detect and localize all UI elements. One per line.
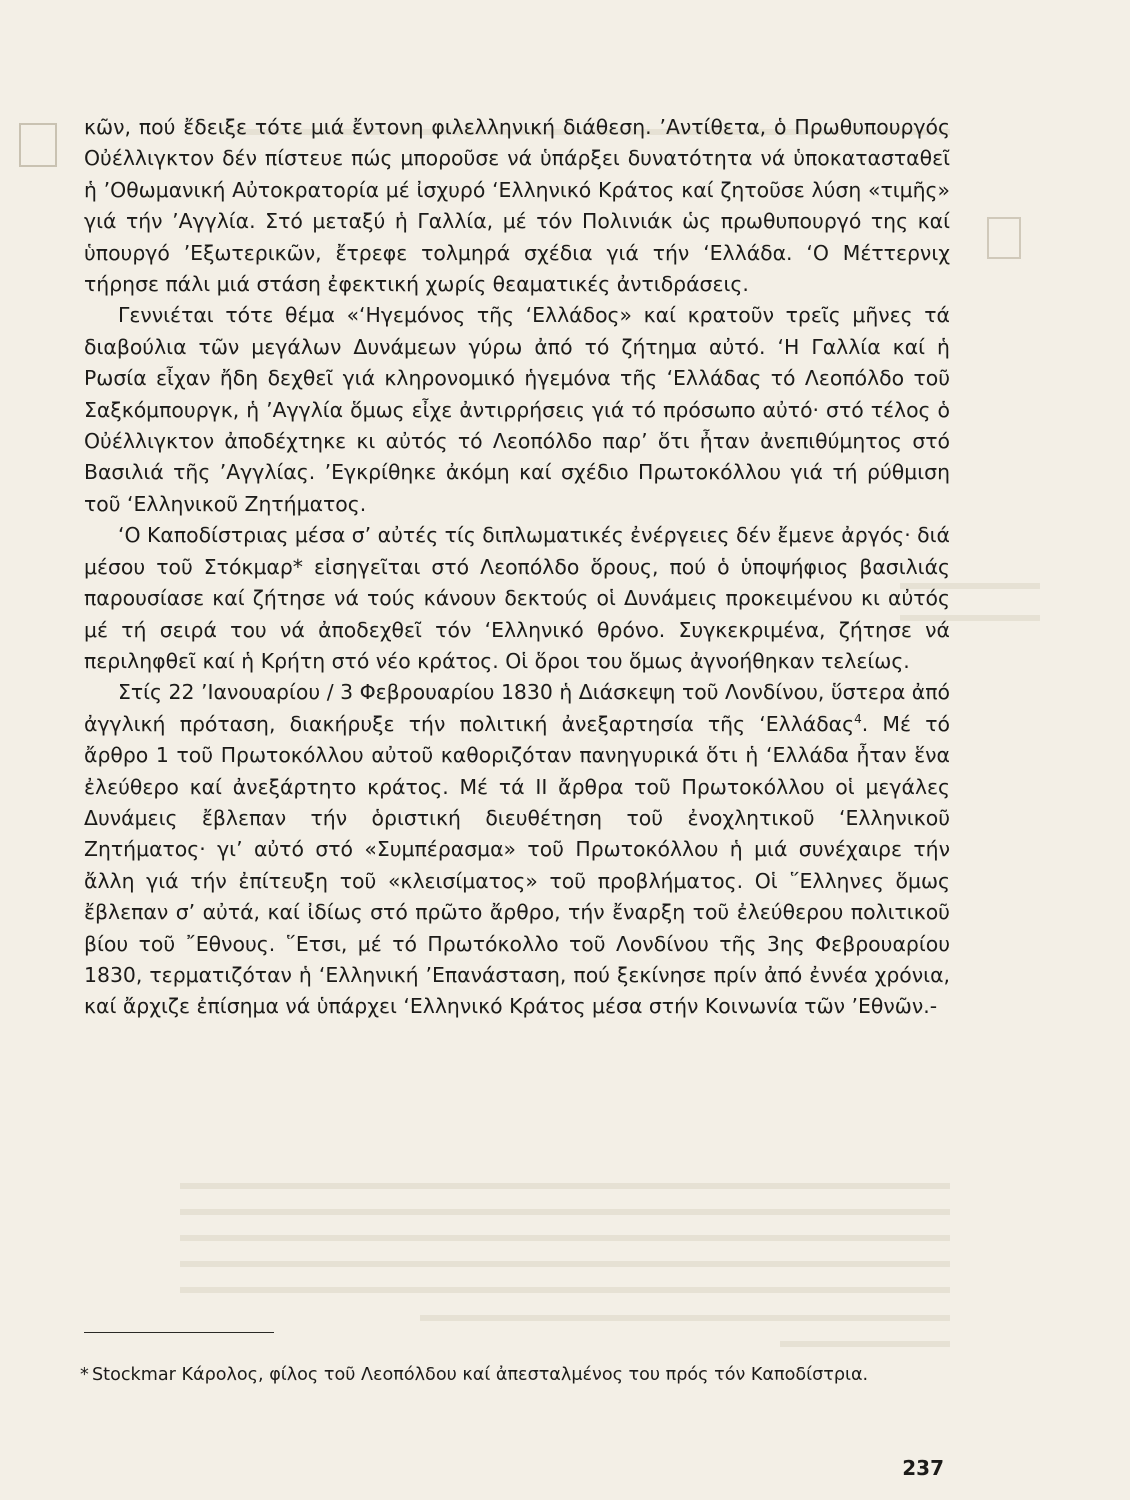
paragraph-2: Γεννιέται τότε θέμα «‘Ηγεμόνος τῆς ‘Ελλάδος» καί κρατοῦν τρεῖς μῆνες τά διαβούλια τῶν μεγάλων Δυνάμεων γύρω ἀπό τό ζήτημα αὐτό. ‘Η Γαλλία καί ἡ Ρωσία εἶχαν ἤδη δεχθεῖ γιά κληρονομικό ἡγεμόνα τῆς ‘Ελλάδας τό Λεοπόλδο τοῦ Σαξκόμπουργκ, ἡ ’Αγγλία ὅμως εἶχε ἀντιρρήσεις γιά τό πρόσωπο αὐτό· στό τέλος ὁ Οὐέλλιγκτον ἀποδέχτηκε κι αὐτός τό Λεοπόλδο παρ’ ὅτι ἦταν ἀνεπιθύμητος στό Βασιλιά τῆς ’Αγγλίας. ’Εγκρίθηκε ἀκόμη καί σχέδιο Πρωτοκόλλου γιά τή ρύθμιση τοῦ ‘Ελληνικοῦ Ζητήματος. [84,303,950,516]
footnote-divider [84,1332,274,1333]
paragraph-4-text-b: . Μέ τό ἄρθρο 1 τοῦ Πρωτοκόλλου αὐτοῦ καθοριζόταν πανηγυρικά ὅτι ἡ ‘Ελλάδα ἦταν ἕνα ἐλεύθερο καί ἀνεξάρτητο κράτος. Μέ τά ΙΙ ἄρθρα τοῦ Πρωτοκόλλου οἱ μεγάλες Δυνάμεις ἔβλεπαν τήν ὁριστική διευθέτηση τοῦ ἐνοχλητικοῦ ‘Ελληνικοῦ Ζητήματος· γι’ αὐτό στό «Συμπέρασμα» τοῦ Πρωτοκόλλου ἡ μιά συνέχαιρε τήν ἄλλη γιά τήν ἐπίτευξη τοῦ «κλεισίματος» τοῦ προβλήματος. Οἱ ῞Ελληνες ὅμως ἔβλεπαν σ’ αὐτά, καί ἰδίως στό πρῶτο ἄρθρο, τήν ἔναρξη τοῦ ἐλεύθερου πολιτικοῦ βίου τοῦ ῎Εθνους. ῞Ετσι, μέ τό Πρωτόκολλο τοῦ Λονδίνου τῆς 3ης Φεβρουαρίου 1830, τερματιζόταν ἡ ‘Ελληνική ’Επανάσταση, πού ξεκίνησε πρίν ἀπό ἐννέα χρόνια, καί ἄρχιζε ἐπίσημα νά ὑπάρχει ‘Ελληνικό Κράτος μέσα στήν Κοινωνία τῶν ’Εθνῶν.- [84,711,950,1019]
bleed-box-left [20,124,56,166]
footnote-mark: * [80,1365,89,1385]
page-body [84,112,950,1023]
page-number: 237 [902,1456,944,1480]
footnote-reference-4: 4 [854,711,862,726]
footnote-text: Stockmar Κάρολος, φίλος τοῦ Λεοπόλδου καί ἀπεσταλμένος του πρός τόν Καποδίστρια. [92,1365,869,1385]
paragraph-3: ‘Ο Καποδίστριας μέσα σ’ αὐτές τίς διπλωματικές ἐνέργειες δέν ἔμενε ἀργός· διά μέσου τοῦ Στόκμαρ* εἰσηγεῖται στό Λεοπόλδο ὅρους, πού ὁ ὑποψήφιος βασιλιάς παρουσίασε καί ζήτησε νά τούς κάνουν δεκτούς οἱ Δυνάμεις προκειμένου κι αὐτός μέ τή σειρά του νά ἀποδεχθεῖ τόν ‘Ελληνικό θρόνο. Συγκεκριμένα, ζήτησε νά περιληφθεῖ καί ἡ Κρήτη στό νέο κράτος. Οἱ ὅροι του ὅμως ἀγνοήθηκαν τελείως. [84,523,950,673]
footnote [80,1362,950,1388]
bleed-box-right [988,218,1020,258]
paragraph-4-text-a: Στίς 22 ’Ιανουαρίου / 3 Φεβρουαρίου 1830 ἡ Διάσκεψη τοῦ Λονδίνου, ὕστερα ἀπό ἀγγλική πρόταση, διακήρυξε τήν πολιτική ἀνεξαρτησία τῆς ‘Ελλάδας [84,680,950,736]
paragraph-1: κῶν, πού ἔδειξε τότε μιά ἔντονη φιλελληνική διάθεση. ’Αντίθετα, ὁ Πρωθυπουργός Οὐέλλιγκτον δέν πίστευε πώς μποροῦσε νά ὑπάρξει δυνατότητα νά ὑποκατασταθεῖ ἡ ’Οθωμανική Αὐτοκρατορία μέ ἰσχυρό ‘Ελληνικό Κράτος καί ζητοῦσε λύση «τιμῆς» γιά τήν ’Αγγλία. Στό μεταξύ ἡ Γαλλία, μέ τόν Πολινιάκ ὡς πρωθυπουργό της καί ὑπουργό ’Εξωτερικῶν, ἔτρεφε τολμηρά σχέδια γιά τήν ‘Ελλάδα. ‘Ο Μέττερνιχ τήρησε πάλι μιά στάση ἐφεκτική χωρίς θεαματικές ἀντιδράσεις. [84,115,950,297]
paragraph-4 [84,677,950,1022]
